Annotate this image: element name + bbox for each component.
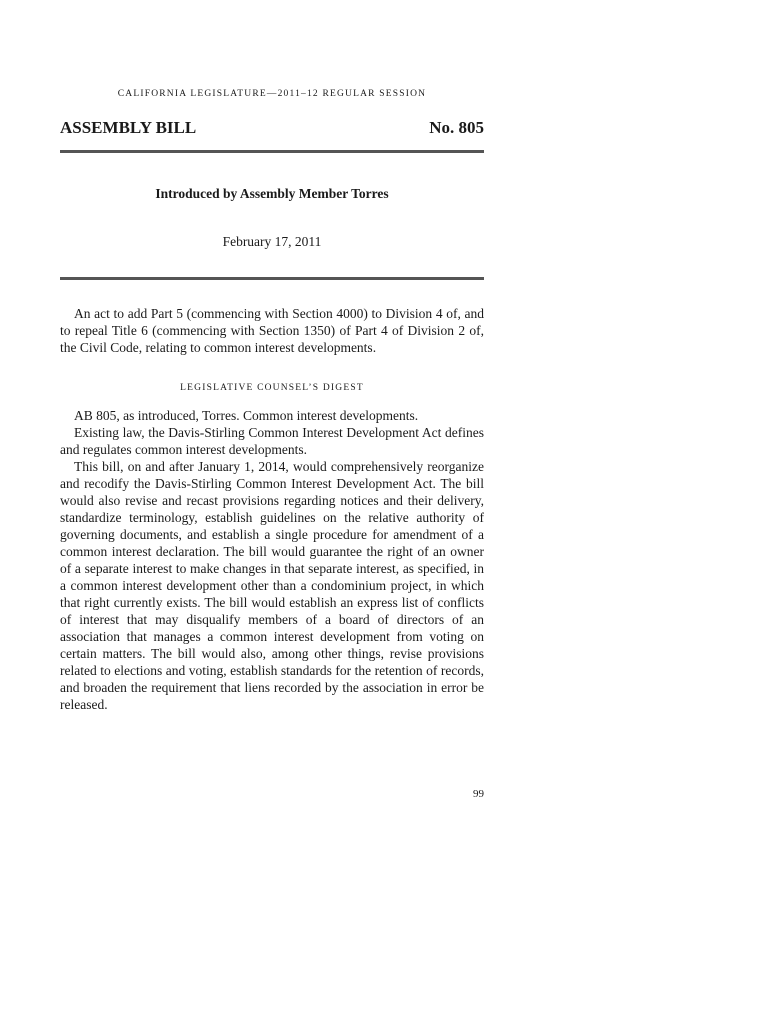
- bill-heading: [60, 118, 484, 138]
- introduction-date: February 17, 2011: [222, 234, 322, 249]
- digest-paragraph-summary: AB 805, as introduced, Torres. Common interest developments.: [74, 408, 419, 423]
- digest-paragraph-existing-law: Existing law, the Davis-Stirling Common Interest Development Act defines and regulates common interest developments.: [60, 425, 484, 457]
- digest-paragraph-bill: This bill, on and after January 1, 2014, would comprehensively reorganize and recodify the Davis-Stirling Common Interest Development Act. The bill would also revise and recast provisions regarding notices and their delivery, standardize terminology, establish guidelines on the relative authority of governing documents, and establish a single procedure for amendment of a common interest declaration. The bill would guarantee the right of an owner of a separate interest to make changes in that separate interest, as specified, in a common interest development other than a condominium project, in which that right currently exists. The bill would establish an express list of conflicts of interest that may disqualify members of a board of directors of an association that manages a common interest development from voting on certain matters. The bill would also, among other things, revise provisions related to elections and voting, establish standards for the retention of records, and broaden the requirement that liens recorded by the association in error be released.: [60, 459, 484, 712]
- digest-body: [60, 407, 484, 713]
- bill-type: ASSEMBLY BILL: [60, 118, 197, 137]
- introduced-by: Introduced by Assembly Member Torres: [155, 186, 389, 201]
- bottom-divider: [60, 277, 484, 280]
- digest-title: LEGISLATIVE COUNSEL’S DIGEST: [180, 383, 364, 393]
- document-page: [60, 0, 484, 1024]
- session-header: CALIFORNIA LEGISLATURE—2011–12 REGULAR SESSION: [117, 89, 427, 99]
- act-description: An act to add Part 5 (commencing with Section 4000) to Division 4 of, and to repeal Title 6 (commencing with Section 1350) of Part 4 of Division 2 of, the Civil Code, relating to common interest developments.: [60, 306, 484, 355]
- bill-number: No. 805: [429, 118, 484, 137]
- top-divider: [60, 150, 484, 153]
- page-number: 99: [473, 788, 484, 800]
